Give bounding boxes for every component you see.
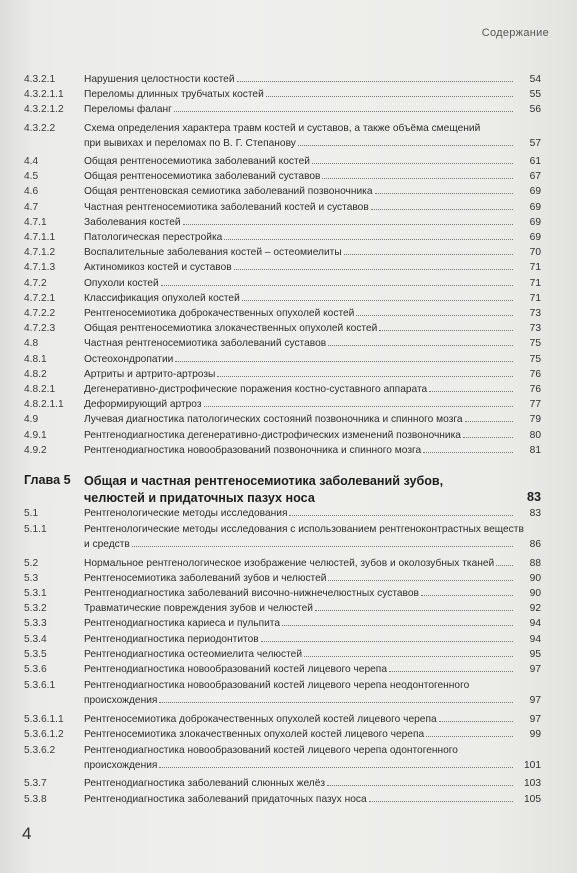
entry-page: 55 bbox=[529, 89, 541, 101]
entry-page: 97 bbox=[529, 695, 541, 707]
entry-page: 73 bbox=[529, 308, 541, 319]
entry-page: 71 bbox=[529, 292, 541, 304]
entry-page: 105 bbox=[524, 793, 541, 805]
entry-number: 5.2 bbox=[24, 557, 39, 569]
dot-leader bbox=[183, 224, 513, 225]
entry-number: 5.3.6.1.2 bbox=[24, 728, 64, 740]
entry-number: 5.1.1 bbox=[24, 524, 47, 536]
entry-page: 79 bbox=[529, 414, 541, 426]
dot-leader bbox=[423, 452, 513, 453]
entry-title-line bbox=[84, 87, 541, 102]
entry-title: Рентгеносемиотика злокачественных опухолей костей лицевого черепа bbox=[84, 728, 425, 740]
dot-leader bbox=[371, 209, 513, 210]
entry-title: Рентгенодиагностика кариеса и пульпита bbox=[84, 618, 281, 630]
dot-leader bbox=[463, 437, 513, 438]
entry-title: Рентгенологические методы исследования bbox=[84, 508, 288, 519]
dot-leader bbox=[315, 610, 513, 611]
entry-page: 71 bbox=[529, 277, 541, 289]
entry-page: 94 bbox=[529, 618, 541, 630]
entry-number: 5.3.6.1 bbox=[24, 680, 56, 692]
entry-title-line bbox=[84, 601, 541, 616]
entry-number: 5.3.6.1.1 bbox=[24, 713, 64, 725]
entry-title-line bbox=[84, 215, 541, 230]
dot-leader bbox=[496, 565, 513, 566]
entry-title: Частная рентгеносемиотика заболеваний суставов bbox=[84, 338, 327, 350]
entry-title-line bbox=[84, 136, 541, 151]
entry-number: 4.8.2 bbox=[24, 368, 47, 380]
dot-leader bbox=[242, 300, 513, 301]
page-number: 4 bbox=[22, 824, 32, 843]
entry-page: 92 bbox=[529, 603, 541, 615]
entry-title-line bbox=[84, 352, 541, 367]
dot-leader bbox=[421, 595, 513, 596]
entry-title: Нарушения целостности костей bbox=[84, 74, 235, 85]
entry-title: Рентгенодиагностика новообразований костей лицевого черепа bbox=[84, 664, 387, 675]
dot-leader bbox=[217, 376, 513, 377]
entry-page: 69 bbox=[529, 216, 541, 228]
entry-title-line bbox=[84, 412, 541, 427]
entry-title: Артриты и артрито-артрозы bbox=[84, 368, 216, 380]
entry-title: Нормальное рентгенологическое изображение челюстей, зубов и околозубных тканей bbox=[84, 557, 495, 569]
dot-leader bbox=[237, 81, 513, 82]
entry-title-line bbox=[84, 382, 541, 397]
dot-leader bbox=[465, 421, 513, 422]
entry-title-line bbox=[84, 662, 541, 677]
entry-title: Переломы длинных трубчатых костей bbox=[84, 89, 264, 101]
entry-title: Общая рентгеносемиотика злокачественных опухолей костей bbox=[84, 323, 378, 335]
entry-number: 5.3.5 bbox=[24, 648, 47, 660]
entry-title-line1: Схема определения характера травм костей и суставов, а также объёма смещений bbox=[84, 122, 481, 134]
entry-title: Рентгенодиагностика заболеваний височно-нижнечелюстных суставов bbox=[84, 588, 419, 599]
entry-title-line bbox=[84, 443, 541, 458]
entry-title-line bbox=[84, 291, 541, 306]
entry-page: 71 bbox=[529, 262, 541, 274]
dot-leader bbox=[159, 702, 513, 703]
entry-title-line2: при вывихах и переломах по В. Г. Степанову bbox=[84, 137, 296, 149]
entry-number: 4.8.2.1.1 bbox=[24, 399, 64, 411]
entry-page: 103 bbox=[524, 778, 541, 790]
entry-page: 80 bbox=[529, 429, 541, 441]
entry-page: 88 bbox=[529, 557, 541, 569]
entry-title-line bbox=[84, 428, 541, 443]
entry-title: Дегенеративно-дистрофические поражения костно-суставного аппарата bbox=[84, 384, 428, 395]
entry-title-line2: происхождения bbox=[84, 760, 158, 771]
entry-page: 97 bbox=[529, 713, 541, 725]
entry-title-line bbox=[84, 632, 541, 647]
dot-leader bbox=[426, 736, 513, 737]
entry-page: 94 bbox=[529, 633, 541, 645]
entry-title-line bbox=[84, 260, 541, 275]
entry-title: Рентгенодиагностика остеомиелита челюстей bbox=[84, 648, 303, 660]
entry-number: 4.8.2.1 bbox=[24, 384, 56, 395]
entry-title-line bbox=[84, 336, 541, 351]
entry-page: 75 bbox=[529, 353, 541, 365]
entry-title-line bbox=[84, 276, 541, 291]
entry-title-line bbox=[84, 571, 541, 586]
entry-number: 4.8.1 bbox=[24, 353, 47, 365]
entry-page: 97 bbox=[529, 664, 541, 675]
entry-title-line bbox=[84, 693, 541, 708]
entry-number: 4.5 bbox=[24, 171, 39, 183]
entry-page: 76 bbox=[529, 384, 541, 395]
entry-number: 5.3.8 bbox=[24, 793, 47, 805]
entry-page: 67 bbox=[529, 171, 541, 183]
entry-title-line2: происхождения bbox=[84, 695, 158, 707]
entry-number: 4.3.2.1 bbox=[24, 74, 56, 85]
entry-title-line bbox=[84, 72, 541, 87]
dot-leader bbox=[375, 193, 513, 194]
dot-leader bbox=[439, 721, 513, 722]
entry-number: 5.3.6 bbox=[24, 664, 47, 675]
entry-title-line2: и средств bbox=[84, 539, 130, 551]
entry-page: 56 bbox=[529, 104, 541, 116]
entry-page: 90 bbox=[529, 572, 541, 584]
chapter-title-line2: челюстей и придаточных пазух носа bbox=[84, 491, 315, 505]
entry-page: 81 bbox=[529, 444, 541, 456]
entry-title: Рентгеносемиотика доброкачественных опухолей костей bbox=[84, 308, 355, 319]
dot-leader bbox=[312, 163, 513, 164]
entry-title: Рентгенодиагностика дегенеративно-дистрофических изменений позвоночника bbox=[84, 429, 461, 441]
entry-number: 4.7.2.3 bbox=[24, 323, 56, 335]
entry-title-line bbox=[84, 727, 541, 742]
entry-title-line bbox=[84, 154, 541, 169]
entry-title-line bbox=[84, 397, 541, 412]
entry-number: 4.6 bbox=[24, 186, 39, 198]
entry-title-line bbox=[84, 230, 541, 245]
entry-page: 69 bbox=[529, 201, 541, 213]
entry-title-line bbox=[84, 102, 541, 117]
entry-title: Переломы фаланг bbox=[84, 104, 172, 116]
entry-title-line bbox=[84, 506, 541, 521]
dot-leader bbox=[429, 391, 513, 392]
entry-number: 4.7.2 bbox=[24, 277, 47, 289]
dot-leader bbox=[132, 546, 513, 547]
dot-leader bbox=[224, 239, 513, 240]
entry-title: Рентгенодиагностика периодонтитов bbox=[84, 633, 259, 645]
entry-title: Классификация опухолей костей bbox=[84, 292, 240, 304]
entry-number: 4.9.1 bbox=[24, 429, 47, 441]
dot-leader bbox=[304, 656, 513, 657]
entry-page: 61 bbox=[529, 156, 541, 167]
dot-leader bbox=[322, 178, 513, 179]
dot-leader bbox=[328, 580, 513, 581]
entry-number: 4.7.1 bbox=[24, 216, 47, 228]
entry-title-line1: Рентгенологические методы исследования с использованием рентгеноконтрастных веществ bbox=[84, 524, 524, 536]
chapter-page: 83 bbox=[526, 490, 541, 504]
entry-number: 5.3.4 bbox=[24, 633, 47, 645]
entry-title-line bbox=[84, 245, 541, 260]
dot-leader bbox=[161, 285, 513, 286]
entry-title-line1: Рентгенодиагностика новообразований костей лицевого черепа одонтогенного bbox=[84, 745, 458, 756]
entry-title-line bbox=[84, 200, 541, 215]
entry-number: 5.1 bbox=[24, 508, 39, 519]
entry-title-line bbox=[84, 616, 541, 631]
entry-number: 5.3.2 bbox=[24, 603, 47, 615]
entry-number: 4.7.1.3 bbox=[24, 262, 56, 274]
entry-title-line bbox=[84, 321, 541, 336]
entry-title-line bbox=[84, 586, 541, 601]
dot-leader bbox=[289, 515, 513, 516]
entry-page: 77 bbox=[529, 399, 541, 411]
dot-leader bbox=[204, 406, 513, 407]
entry-number: 5.3.6.2 bbox=[24, 745, 56, 756]
entry-title-line bbox=[84, 647, 541, 662]
entry-number: 4.7 bbox=[24, 201, 39, 213]
entry-number: 4.7.1.2 bbox=[24, 247, 56, 259]
entry-title-line bbox=[84, 712, 541, 727]
entry-title-line bbox=[84, 792, 541, 807]
entry-title: Рентгенодиагностика заболеваний слюнных желёз bbox=[84, 778, 326, 790]
entry-title: Актиномикоз костей и суставов bbox=[84, 262, 232, 274]
dot-leader bbox=[327, 785, 513, 786]
entry-number: 4.9 bbox=[24, 414, 39, 426]
entry-page: 95 bbox=[529, 648, 541, 660]
entry-title-line bbox=[84, 537, 541, 552]
entry-page: 69 bbox=[529, 186, 541, 198]
dot-leader bbox=[389, 671, 513, 672]
entry-title: Рентгеносемиотика доброкачественных опухолей костей лицевого черепа bbox=[84, 713, 437, 725]
entry-title: Рентгенодиагностика новообразований позвоночника и спинного мозга bbox=[84, 444, 422, 456]
entry-title-line bbox=[84, 184, 541, 199]
entry-title: Общая рентгеносемиотика заболеваний суставов bbox=[84, 171, 321, 183]
entry-title-line bbox=[84, 758, 541, 773]
entry-title-line bbox=[84, 306, 541, 321]
entry-title-line bbox=[84, 556, 541, 571]
entry-number: 4.3.2.2 bbox=[24, 122, 56, 134]
entry-page: 76 bbox=[529, 368, 541, 380]
entry-title: Заболевания костей bbox=[84, 216, 181, 228]
entry-title: Лучевая диагностика патологических состояний позвоночника и спинного мозга bbox=[84, 414, 463, 426]
dot-leader bbox=[261, 641, 513, 642]
entry-number: 5.3.1 bbox=[24, 588, 47, 599]
entry-number: 5.3.3 bbox=[24, 618, 47, 630]
entry-number: 4.3.2.1.2 bbox=[24, 104, 64, 116]
entry-page: 99 bbox=[529, 728, 541, 740]
entry-page: 57 bbox=[529, 137, 541, 149]
entry-number: 4.7.2.1 bbox=[24, 292, 56, 304]
entry-number: 4.7.1.1 bbox=[24, 232, 56, 243]
entry-number: 5.3.7 bbox=[24, 778, 47, 790]
entry-title-line bbox=[84, 169, 541, 184]
entry-number: 4.8 bbox=[24, 338, 39, 350]
entry-title: Деформирующий артроз bbox=[84, 399, 202, 411]
entry-title: Опухоли костей bbox=[84, 277, 159, 289]
chapter-title-line1: Общая и частная рентгеносемиотика заболеваний зубов, bbox=[84, 474, 444, 488]
entry-title: Частная рентгеносемиотика заболеваний костей и суставов bbox=[84, 201, 369, 213]
entry-title-line bbox=[84, 367, 541, 382]
dot-leader bbox=[344, 254, 513, 255]
entry-title-line1: Рентгенодиагностика новообразований костей лицевого черепа неодонтогенного bbox=[84, 680, 470, 692]
dot-leader bbox=[174, 111, 513, 112]
dot-leader bbox=[266, 96, 513, 97]
dot-leader bbox=[298, 145, 513, 146]
dot-leader bbox=[369, 801, 513, 802]
entry-page: 101 bbox=[524, 760, 541, 771]
entry-page: 73 bbox=[529, 323, 541, 335]
entry-title: Патологическая перестройка bbox=[84, 232, 223, 243]
entry-title: Рентгеносемиотика заболеваний зубов и челюстей bbox=[84, 572, 327, 584]
entry-number: 4.9.2 bbox=[24, 444, 47, 456]
entry-number: 4.3.2.1.1 bbox=[24, 89, 64, 101]
entry-title-line bbox=[84, 776, 541, 791]
entry-number: 4.4 bbox=[24, 156, 39, 167]
entry-title: Остеохондропатии bbox=[84, 353, 174, 365]
chapter-number: Глава 5 bbox=[24, 473, 71, 487]
dot-leader bbox=[328, 345, 513, 346]
entry-page: 75 bbox=[529, 338, 541, 350]
entry-title: Воспалительные заболевания костей – остеомиелиты bbox=[84, 247, 342, 259]
entry-title: Рентгенодиагностика заболеваний придаточных пазух носа bbox=[84, 793, 367, 805]
entry-page: 69 bbox=[529, 232, 541, 243]
dot-leader bbox=[234, 269, 513, 270]
entry-page: 70 bbox=[529, 247, 541, 259]
entry-page: 54 bbox=[529, 74, 541, 85]
entry-number: 4.7.2.2 bbox=[24, 308, 56, 319]
dot-leader bbox=[175, 361, 513, 362]
dot-leader bbox=[159, 767, 513, 768]
entry-title: Общая рентгеносемиотика заболеваний костей bbox=[84, 156, 310, 167]
entry-page: 83 bbox=[529, 508, 541, 519]
entry-title: Общая рентгеновская семиотика заболеваний позвоночника bbox=[84, 186, 373, 198]
dot-leader bbox=[282, 625, 513, 626]
entry-page: 90 bbox=[529, 588, 541, 599]
entry-number: 5.3 bbox=[24, 572, 39, 584]
running-header: Содержание bbox=[481, 27, 549, 39]
entry-title: Травматические повреждения зубов и челюстей bbox=[84, 603, 313, 615]
dot-leader bbox=[379, 330, 513, 331]
entry-page: 86 bbox=[529, 539, 541, 551]
dot-leader bbox=[356, 315, 513, 316]
